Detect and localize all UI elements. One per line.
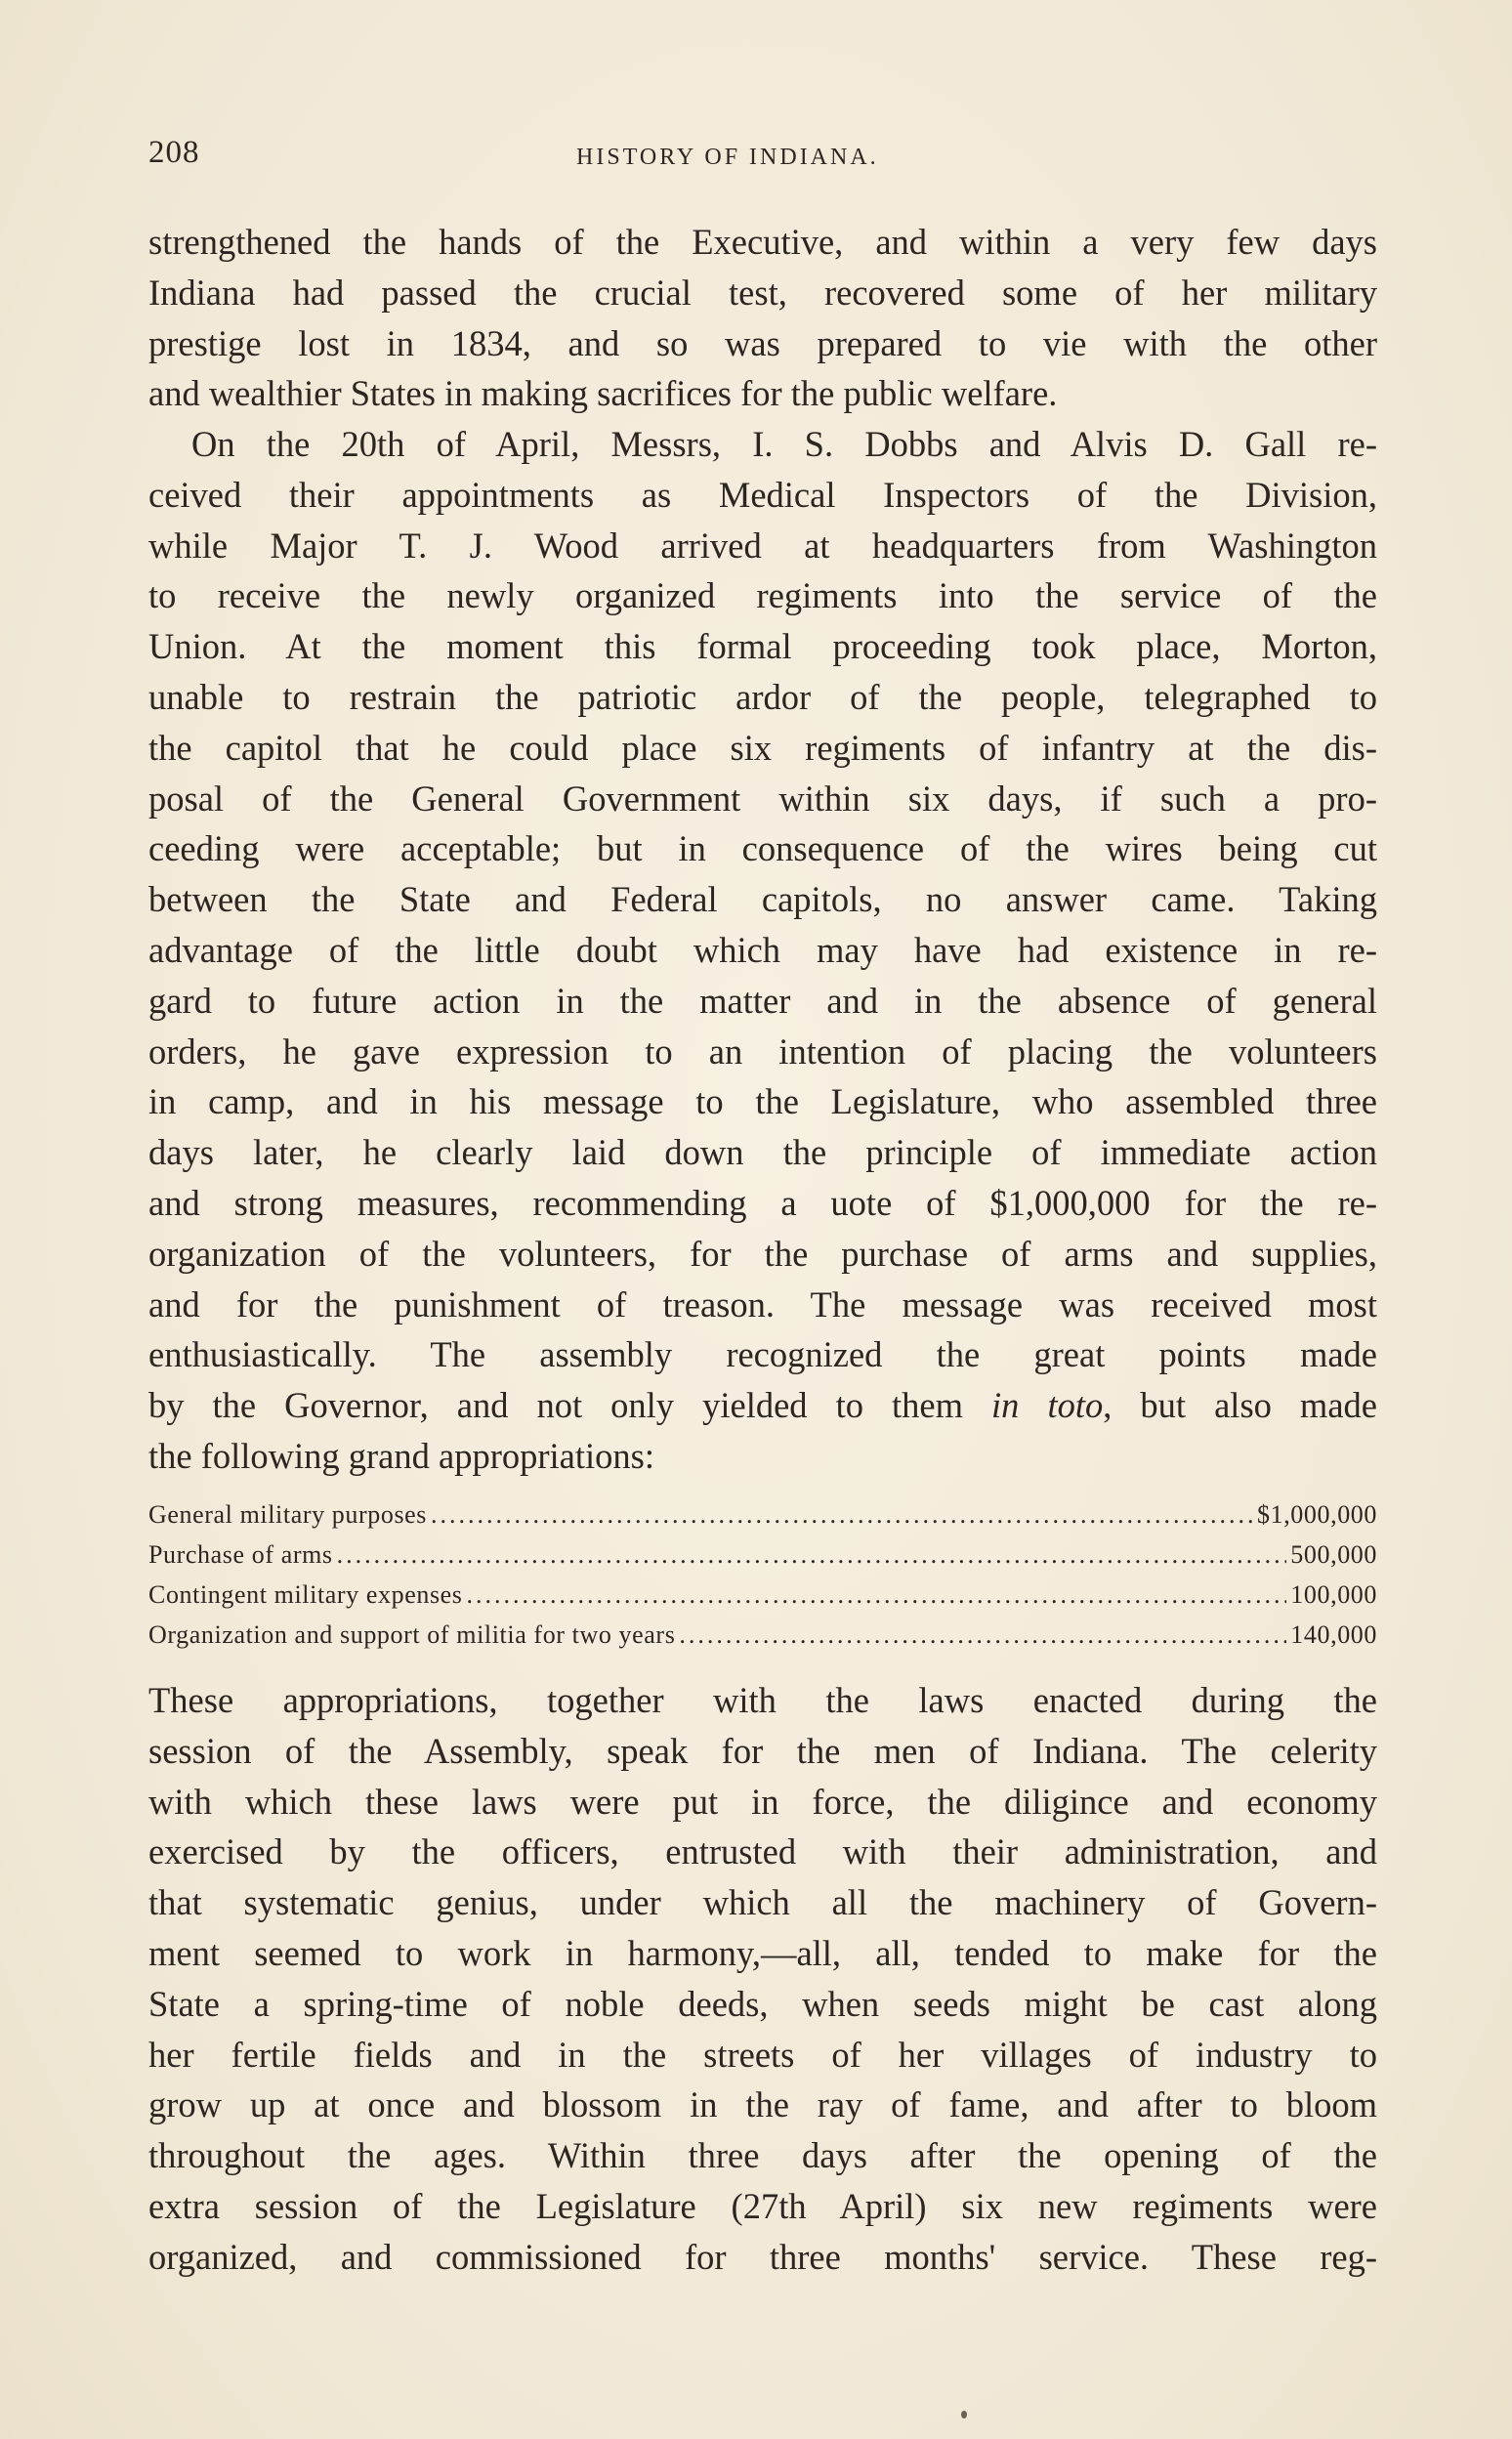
text-line: Indiana had passed the crucial test, recovered some of her military [148,272,1377,313]
text-line-with-italic [148,1380,1377,1431]
text-fragment: by the Governor, and not only yielded to them [148,1385,992,1426]
text-line: and strong measures, recommending a uote of $1,000,000 for the re- [148,1182,1377,1223]
text-line: to receive the newly organized regiments into the service of the [148,575,1377,616]
appropriation-amount: 140,000 [1290,1620,1377,1649]
text-line: that systematic genius, under which all the machinery of Govern- [148,1882,1377,1923]
text-line: throughout the ages. Within three days after the opening of the [148,2135,1377,2176]
text-line: her fertile fields and in the streets of her villages of industry to [148,2034,1377,2075]
appropriation-label: Contingent military expenses [148,1580,463,1609]
running-head: HISTORY OF INDIANA. [576,145,879,170]
text-line: exercised by the officers, entrusted with their administration, and [148,1831,1377,1872]
appropriation-label: General military purposes [148,1500,428,1529]
appropriation-label: Purchase of arms [148,1540,333,1569]
leader-dots [467,1580,1287,1610]
paragraph-3 [148,1675,1377,2283]
page-number: 208 [148,135,200,170]
text-line: session of the Assembly, speak for the men of Indiana. The celerity [148,1730,1377,1771]
text-line: Union. At the moment this formal proceeding took place, Morton, [148,626,1377,667]
text-line: days later, he clearly laid down the principle of immediate action [148,1132,1377,1173]
appropriation-amount: 500,000 [1290,1540,1377,1569]
text-line: gard to future action in the matter and in the absence of general [148,980,1377,1021]
appropriation-row [148,1500,1377,1540]
text-line: ment seemed to work in harmony,—all, all, tended to make for the [148,1932,1377,1973]
text-line: organized, and commissioned for three months' service. These reg- [148,2236,1377,2277]
leader-dots [431,1500,1253,1530]
text-line: advantage of the little doubt which may have had existence in re- [148,929,1377,970]
text-line: while Major T. J. Wood arrived at headquarters from Washington [148,525,1377,566]
text-line: the following grand appropriations: [148,1435,654,1476]
text-line: and for the punishment of treason. The message was received most [148,1283,1377,1325]
page-header [148,135,1377,180]
text-line: State a spring-time of noble deeds, when seeds might be cast along [148,1983,1377,2024]
appropriation-row [148,1580,1377,1620]
paragraph-1 [148,217,1377,419]
text-line: strengthened the hands of the Executive, and within a very few days [148,222,1377,262]
appropriations-table [148,1500,1377,1661]
appropriation-row [148,1540,1377,1580]
appropriation-amount: $1,000,000 [1257,1500,1377,1529]
appropriation-label: Organization and support of militia for two years [148,1620,676,1649]
text-fragment: , but also made [1103,1385,1377,1426]
text-line: extra session of the Legislature (27th April) six new regiments were [148,2185,1377,2226]
text-line: with which these laws were put in force, the diligince and economy [148,1781,1377,1822]
leader-dots [337,1540,1287,1570]
text-line: posal of the General Government within six days, if such a pro- [148,778,1377,819]
paragraph-2 [148,419,1377,1482]
text-line: grow up at once and blossom in the ray of fame, and after to bloom [148,2084,1377,2125]
text-line: orders, he gave expression to an intention of placing the volunteers [148,1030,1377,1072]
text-line: unable to restrain the patriotic ardor of the people, telegraphed to [148,676,1377,717]
ink-speck [961,2411,967,2418]
text-line: ceeding were acceptable; but in consequence of the wires being cut [148,828,1377,869]
leader-dots [679,1620,1286,1650]
text-line: enthusiastically. The assembly recognized the great points made [148,1334,1377,1375]
text-line: between the State and Federal capitols, no answer came. Taking [148,879,1377,920]
appropriation-amount: 100,000 [1290,1580,1377,1609]
text-line: organization of the volunteers, for the purchase of arms and supplies, [148,1233,1377,1274]
text-line: prestige lost in 1834, and so was prepared to vie with the other [148,322,1377,363]
text-line: On the 20th of April, Messrs, I. S. Dobbs and Alvis D. Gall re- [191,424,1377,464]
italic-phrase: in toto [991,1385,1104,1426]
text-line: ceived their appointments as Medical Inspectors of the Division, [148,474,1377,515]
appropriation-row [148,1620,1377,1661]
text-line: and wealthier States in making sacrifices for the public welfare. [148,373,1058,414]
text-line: the capitol that he could place six regiments of infantry at the dis- [148,727,1377,768]
text-line: in camp, and in his message to the Legislature, who assembled three [148,1081,1377,1122]
text-line: These appropriations, together with the laws enacted during the [148,1680,1377,1720]
